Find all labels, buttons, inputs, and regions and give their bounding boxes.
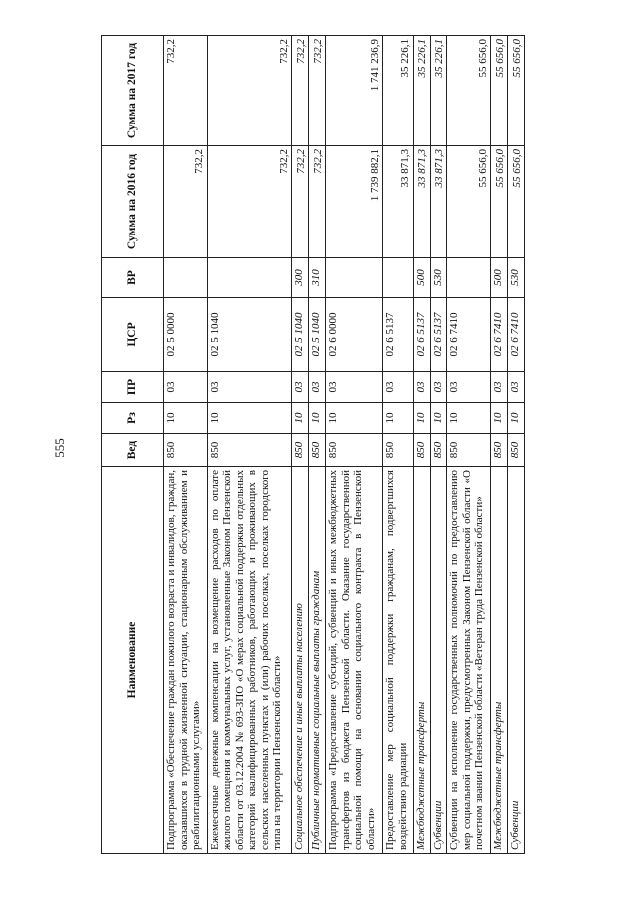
header-rz: Рз (102, 403, 164, 434)
table-row (491, 36, 508, 854)
table-row (413, 36, 430, 854)
row-sum-2016: 33 871,3 (383, 146, 413, 258)
row-csr: 02 6 7410 (491, 298, 508, 372)
row-csr: 02 6 0000 (326, 298, 383, 372)
table-row (326, 36, 383, 854)
row-pr: 03 (508, 372, 525, 403)
header-name: Наименование (102, 467, 164, 854)
row-vr (447, 258, 491, 298)
row-sum-2016: 732,2 (309, 146, 326, 258)
row-vr (164, 258, 208, 298)
row-ved: 850 (447, 434, 491, 467)
row-ved: 850 (508, 434, 525, 467)
row-vr (207, 258, 292, 298)
row-name: Публичные нормативные социальные выплаты гражданам (309, 467, 326, 854)
row-name: Социальное обеспечение и иные выплаты населению (292, 467, 309, 854)
budget-table (101, 35, 525, 854)
row-ved: 850 (383, 434, 413, 467)
row-csr: 02 6 5137 (413, 298, 430, 372)
table-row (383, 36, 413, 854)
row-name: Субвенции на исполнение государственных полномочий по предоставлению мер социальной поддержки, предусмотренных Законом Пензенской области «О почетном звании Пензенской области «Ветеран труда Пензенской области» (447, 467, 491, 854)
row-rz: 10 (326, 403, 383, 434)
row-sum-2016: 33 871,3 (430, 146, 447, 258)
row-sum-2017: 732,2 (207, 36, 292, 146)
row-sum-2017: 35 226,1 (430, 36, 447, 146)
header-sum-2016: Сумма на 2016 год (102, 146, 164, 258)
row-ved: 850 (491, 434, 508, 467)
row-rz: 10 (164, 403, 208, 434)
row-pr: 03 (383, 372, 413, 403)
row-csr: 02 6 5137 (383, 298, 413, 372)
row-vr: 500 (413, 258, 430, 298)
row-sum-2016: 55 656,0 (508, 146, 525, 258)
row-sum-2017: 55 656,0 (447, 36, 491, 146)
row-sum-2017: 732,2 (309, 36, 326, 146)
table-row (309, 36, 326, 854)
row-pr: 03 (309, 372, 326, 403)
table-header-row (102, 36, 164, 854)
row-pr: 03 (430, 372, 447, 403)
row-sum-2016: 1 739 882,1 (326, 146, 383, 258)
table-row (447, 36, 491, 854)
row-pr: 03 (292, 372, 309, 403)
row-ved: 850 (326, 434, 383, 467)
row-rz: 10 (447, 403, 491, 434)
row-sum-2017: 35 226,1 (413, 36, 430, 146)
row-csr: 02 6 7410 (508, 298, 525, 372)
row-vr: 530 (430, 258, 447, 298)
row-pr: 03 (164, 372, 208, 403)
row-vr: 500 (491, 258, 508, 298)
row-vr: 530 (508, 258, 525, 298)
table-row (430, 36, 447, 854)
row-sum-2017: 55 656,0 (491, 36, 508, 146)
row-sum-2017: 732,2 (292, 36, 309, 146)
row-rz: 10 (508, 403, 525, 434)
row-csr: 02 5 1040 (292, 298, 309, 372)
table-row (207, 36, 292, 854)
header-sum-2017: Сумма на 2017 год (102, 36, 164, 146)
row-name: Ежемесячные денежные компенсации на возмещение расходов по оплате жилого помещения и коммунальных услуг, установленные Законом Пензенской области от 03.12.2004 № 693-ЗПО «О мерах социальной поддержки отдельных категорий квалифицированных работников, работающих и проживающих в сельских населенных пунктах и (или) рабочих поселках, поселках городского типа на территории Пензенской области» (207, 467, 292, 854)
row-rz: 10 (292, 403, 309, 434)
row-rz: 10 (413, 403, 430, 434)
row-sum-2016: 55 656,0 (491, 146, 508, 258)
row-sum-2016: 732,2 (292, 146, 309, 258)
row-ved: 850 (292, 434, 309, 467)
row-vr (326, 258, 383, 298)
row-csr: 02 5 1040 (207, 298, 292, 372)
row-pr: 03 (491, 372, 508, 403)
row-name: Подпрограмма «Обеспечение граждан пожилого возраста и инвалидов, граждан, оказавшихся в трудной жизненной ситуации, стационарным обслуживанием и реабилитационными услугами» (164, 467, 208, 854)
header-csr: ЦСР (102, 298, 164, 372)
row-rz: 10 (491, 403, 508, 434)
row-sum-2017: 35 226,1 (383, 36, 413, 146)
header-vr: ВР (102, 258, 164, 298)
row-sum-2017: 55 656,0 (508, 36, 525, 146)
table-row (508, 36, 525, 854)
row-csr: 02 5 1040 (309, 298, 326, 372)
row-vr: 310 (309, 258, 326, 298)
page-number: 555 (52, 438, 67, 458)
row-rz: 10 (383, 403, 413, 434)
row-csr: 02 5 0000 (164, 298, 208, 372)
table-row (164, 36, 208, 854)
row-sum-2016: 732,2 (207, 146, 292, 258)
row-name: Межбюджетные трансферты (413, 467, 430, 854)
header-ved: Вед (102, 434, 164, 467)
row-name: Субвенции (430, 467, 447, 854)
row-pr: 03 (413, 372, 430, 403)
header-pr: ПР (102, 372, 164, 403)
row-csr: 02 6 5137 (430, 298, 447, 372)
row-ved: 850 (413, 434, 430, 467)
table-row (292, 36, 309, 854)
row-sum-2016: 33 871,3 (413, 146, 430, 258)
row-ved: 850 (430, 434, 447, 467)
row-name: Предоставление мер социальной поддержки гражданам, подвергшихся воздействию радиации (383, 467, 413, 854)
rotated-table-wrapper (101, 36, 525, 854)
row-sum-2016: 732,2 (164, 146, 208, 258)
row-name: Подпрограмма «Предоставление субсидий, субвенций и иных межбюджетных трансфертов из бюджета Пензенской области. Оказание государственной социальной помощи на основании социального контракта в Пензенской области» (326, 467, 383, 854)
row-name: Межбюджетные трансферты (491, 467, 508, 854)
row-rz: 10 (207, 403, 292, 434)
row-ved: 850 (207, 434, 292, 467)
row-pr: 03 (326, 372, 383, 403)
row-sum-2016: 55 656,0 (447, 146, 491, 258)
row-vr (383, 258, 413, 298)
row-pr: 03 (207, 372, 292, 403)
row-sum-2017: 732,2 (164, 36, 208, 146)
row-rz: 10 (430, 403, 447, 434)
row-ved: 850 (309, 434, 326, 467)
row-csr: 02 6 7410 (447, 298, 491, 372)
row-vr: 300 (292, 258, 309, 298)
row-sum-2017: 1 741 236,9 (326, 36, 383, 146)
row-name: Субвенции (508, 467, 525, 854)
row-pr: 03 (447, 372, 491, 403)
row-rz: 10 (309, 403, 326, 434)
row-ved: 850 (164, 434, 208, 467)
